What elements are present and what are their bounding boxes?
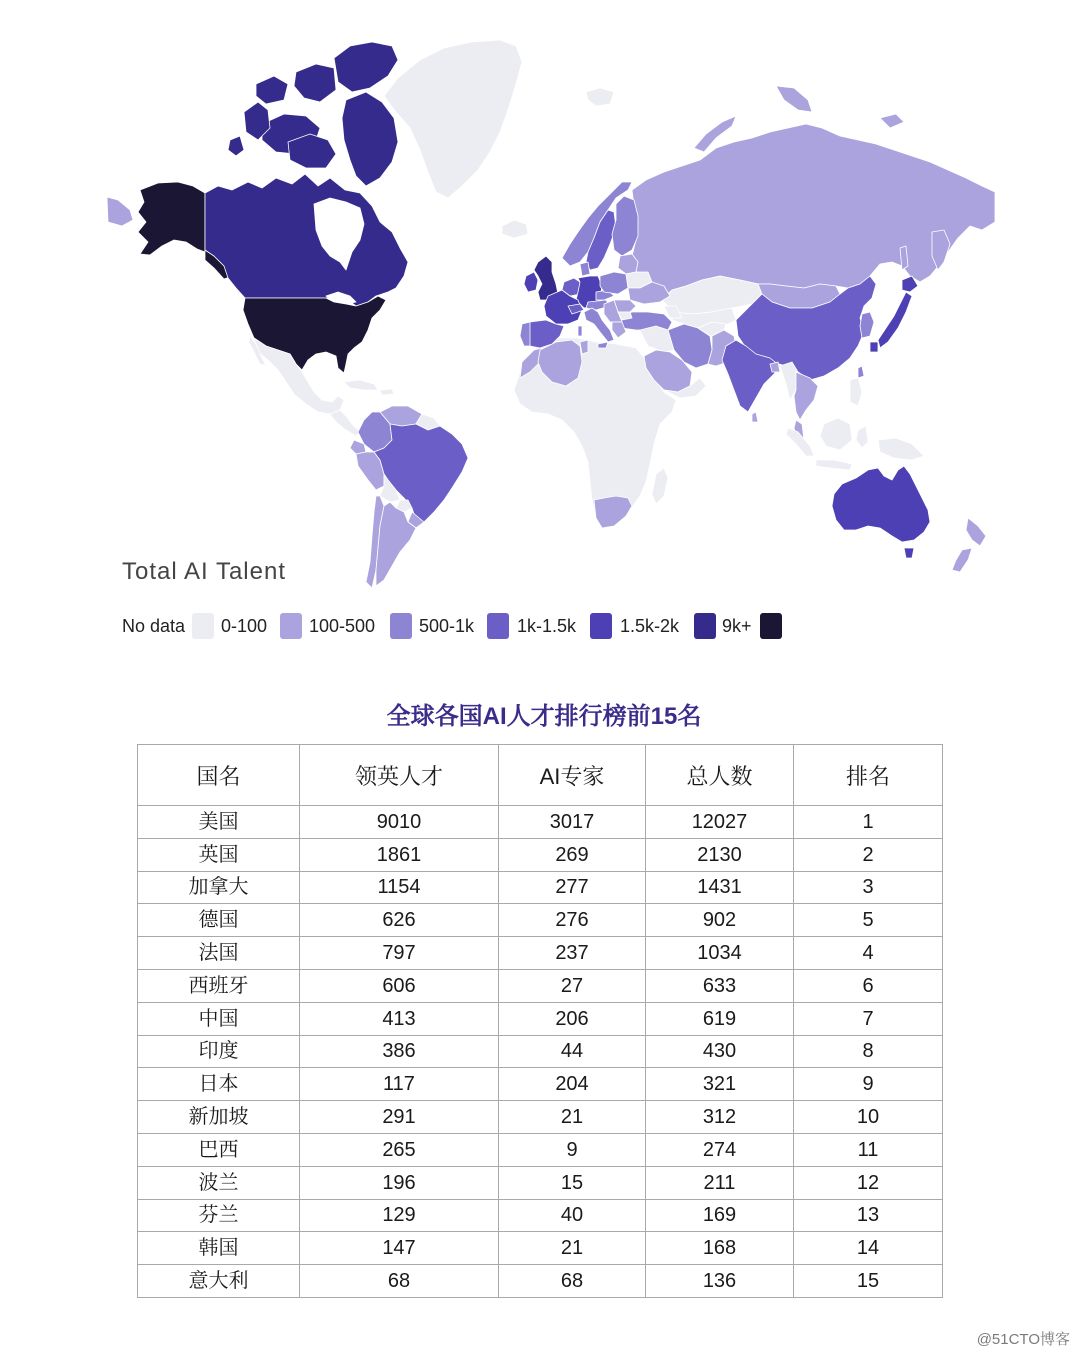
column-header-linkedin-talent: 领英人才: [300, 745, 499, 806]
cell-rank: 10: [794, 1101, 943, 1134]
cell-total: 168: [646, 1232, 794, 1265]
cell-linkedin-talent: 117: [300, 1068, 499, 1101]
legend-swatch-1.5k-2k: [694, 613, 716, 639]
region-new-zealand-south: [952, 548, 972, 572]
cell-ai-experts: 206: [499, 1002, 646, 1035]
cell-total: 902: [646, 904, 794, 937]
cell-total: 1431: [646, 871, 794, 904]
cell-rank: 5: [794, 904, 943, 937]
region-denmark: [580, 262, 590, 276]
cell-ai-experts: 27: [499, 969, 646, 1002]
region-usa: [243, 296, 386, 373]
table-row: [138, 937, 943, 970]
legend-swatch-no-data: [192, 613, 214, 639]
region-bangladesh: [770, 362, 780, 372]
cell-linkedin-talent: 9010: [300, 806, 499, 839]
region-canada: [205, 174, 408, 306]
table-header: [138, 745, 943, 806]
cell-linkedin-talent: 413: [300, 1002, 499, 1035]
region-canada-baffin: [342, 92, 398, 186]
cell-rank: 7: [794, 1002, 943, 1035]
cell-linkedin-talent: 129: [300, 1199, 499, 1232]
region-alaska: [138, 182, 205, 255]
cell-rank: 6: [794, 969, 943, 1002]
cell-ai-experts: 269: [499, 838, 646, 871]
region-java: [816, 460, 852, 470]
world-map: [0, 0, 1080, 600]
legend-label-1.5k-2k: 1.5k-2k: [620, 616, 680, 636]
cell-total: 430: [646, 1035, 794, 1068]
region-central-america: [330, 410, 360, 436]
region-argentina: [376, 502, 416, 586]
cell-country: 英国: [138, 838, 300, 871]
cell-rank: 11: [794, 1133, 943, 1166]
table-row: [138, 871, 943, 904]
table-row: [138, 1035, 943, 1068]
cell-total: 2130: [646, 838, 794, 871]
region-iceland: [502, 220, 528, 238]
cell-total: 633: [646, 969, 794, 1002]
cell-ai-experts: 204: [499, 1068, 646, 1101]
cell-rank: 15: [794, 1265, 943, 1298]
cell-country: 芬兰: [138, 1199, 300, 1232]
cell-country: 韩国: [138, 1232, 300, 1265]
cell-rank: 8: [794, 1035, 943, 1068]
legend-swatch-0-100: [280, 613, 302, 639]
legend-title: Total AI Talent: [122, 558, 286, 585]
table-row: [138, 1133, 943, 1166]
table-row: [138, 1002, 943, 1035]
table-row: [138, 904, 943, 937]
region-poland: [600, 272, 628, 294]
cell-ai-experts: 237: [499, 937, 646, 970]
legend-label-1k-1.5k: 1k-1.5k: [517, 616, 577, 636]
cell-total: 169: [646, 1199, 794, 1232]
cell-country: 中国: [138, 1002, 300, 1035]
legend-label-100-500: 100-500: [309, 616, 376, 636]
region-madagascar: [652, 468, 668, 504]
cell-total: 619: [646, 1002, 794, 1035]
cell-total: 211: [646, 1166, 794, 1199]
region-japan-kyushu: [870, 342, 878, 352]
cell-rank: 14: [794, 1232, 943, 1265]
cell-country: 巴西: [138, 1133, 300, 1166]
watermark: @51CTO博客: [976, 1331, 1070, 1348]
column-header-total: 总人数: [646, 745, 794, 806]
cell-linkedin-talent: 68: [300, 1265, 499, 1298]
cell-total: 136: [646, 1265, 794, 1298]
cell-ai-experts: 276: [499, 904, 646, 937]
region-svalbard: [586, 88, 614, 106]
region-indochina: [794, 372, 818, 420]
cell-linkedin-talent: 291: [300, 1101, 499, 1134]
region-russia: [632, 124, 995, 304]
region-philippines: [850, 378, 862, 406]
cell-linkedin-talent: 626: [300, 904, 499, 937]
cell-rank: 9: [794, 1068, 943, 1101]
region-severnaya-zemlya: [776, 86, 812, 112]
cell-rank: 2: [794, 838, 943, 871]
region-tasmania: [904, 548, 914, 558]
region-new-guinea: [878, 438, 924, 460]
table-body: [138, 806, 943, 1298]
region-portugal: [520, 322, 530, 346]
region-canada-island-a: [256, 76, 288, 104]
cell-linkedin-talent: 1861: [300, 838, 499, 871]
region-borneo: [820, 418, 852, 450]
region-japan-honshu: [878, 292, 912, 348]
cell-total: 312: [646, 1101, 794, 1134]
cell-ai-experts: 15: [499, 1166, 646, 1199]
region-chukotka-west: [107, 197, 133, 226]
cell-ai-experts: 21: [499, 1101, 646, 1134]
cell-country: 日本: [138, 1068, 300, 1101]
legend-label-9k-plus: 9k+: [722, 616, 752, 636]
ranking-table: [137, 744, 943, 1298]
region-australia: [832, 466, 930, 542]
table-row: [138, 1068, 943, 1101]
region-korea: [860, 312, 874, 338]
region-sri-lanka: [752, 412, 758, 422]
cell-linkedin-talent: 265: [300, 1133, 499, 1166]
cell-total: 1034: [646, 937, 794, 970]
cell-rank: 4: [794, 937, 943, 970]
legend-swatch-9k-plus: [760, 613, 782, 639]
legend-label-0-100: 0-100: [221, 616, 268, 636]
cell-rank: 12: [794, 1166, 943, 1199]
region-taiwan: [858, 366, 864, 378]
table-row: [138, 838, 943, 871]
cell-ai-experts: 40: [499, 1199, 646, 1232]
cell-country: 印度: [138, 1035, 300, 1068]
cell-country: 法国: [138, 937, 300, 970]
cell-ai-experts: 21: [499, 1232, 646, 1265]
region-greenland: [384, 40, 522, 198]
cell-ai-experts: 68: [499, 1265, 646, 1298]
legend-label-500-1k: 500-1k: [419, 616, 475, 636]
region-canada-ellesmere: [334, 42, 398, 92]
cell-linkedin-talent: 797: [300, 937, 499, 970]
column-header-ai-experts: AI专家: [499, 745, 646, 806]
cell-country: 西班牙: [138, 969, 300, 1002]
region-new-siberian-islands: [880, 114, 904, 128]
cell-rank: 1: [794, 806, 943, 839]
cell-total: 274: [646, 1133, 794, 1166]
cell-rank: 13: [794, 1199, 943, 1232]
table-row: [138, 1166, 943, 1199]
cell-rank: 3: [794, 871, 943, 904]
cell-ai-experts: 3017: [499, 806, 646, 839]
table-row: [138, 1199, 943, 1232]
cell-ai-experts: 277: [499, 871, 646, 904]
cell-total: 12027: [646, 806, 794, 839]
cell-ai-experts: 9: [499, 1133, 646, 1166]
cell-linkedin-talent: 147: [300, 1232, 499, 1265]
region-canada-southampton: [288, 134, 336, 168]
cell-country: 新加坡: [138, 1101, 300, 1134]
column-header-rank: 排名: [794, 745, 943, 806]
table-row: [138, 969, 943, 1002]
table-row: [138, 1232, 943, 1265]
region-hispaniola: [380, 389, 394, 395]
cell-linkedin-talent: 196: [300, 1166, 499, 1199]
legend-swatch-100-500: [390, 613, 412, 639]
table-header-row: [138, 745, 943, 806]
cell-country: 加拿大: [138, 871, 300, 904]
cell-linkedin-talent: 1154: [300, 871, 499, 904]
cell-ai-experts: 44: [499, 1035, 646, 1068]
table-title: 全球各国AI人才排行榜前15名: [386, 703, 702, 730]
cell-country: 德国: [138, 904, 300, 937]
legend-swatch-500-1k: [487, 613, 509, 639]
table-row: [138, 806, 943, 839]
cell-linkedin-talent: 606: [300, 969, 499, 1002]
region-canada-island-b: [228, 136, 244, 156]
legend-label-no-data: No data: [122, 616, 186, 636]
cell-linkedin-talent: 386: [300, 1035, 499, 1068]
column-header-country: 国名: [138, 745, 300, 806]
cell-country: 意大利: [138, 1265, 300, 1298]
region-canada-devon: [294, 64, 336, 102]
region-ireland: [524, 272, 538, 292]
table-row: [138, 1265, 943, 1298]
table-row: [138, 1101, 943, 1134]
region-south-africa: [594, 496, 632, 528]
legend-swatch-1k-1.5k: [590, 613, 612, 639]
cell-total: 321: [646, 1068, 794, 1101]
cell-country: 波兰: [138, 1166, 300, 1199]
region-sulawesi: [856, 426, 868, 448]
region-sardinia: [578, 326, 582, 336]
cell-country: 美国: [138, 806, 300, 839]
region-cuba: [344, 380, 378, 390]
region-new-zealand-north: [966, 518, 986, 546]
